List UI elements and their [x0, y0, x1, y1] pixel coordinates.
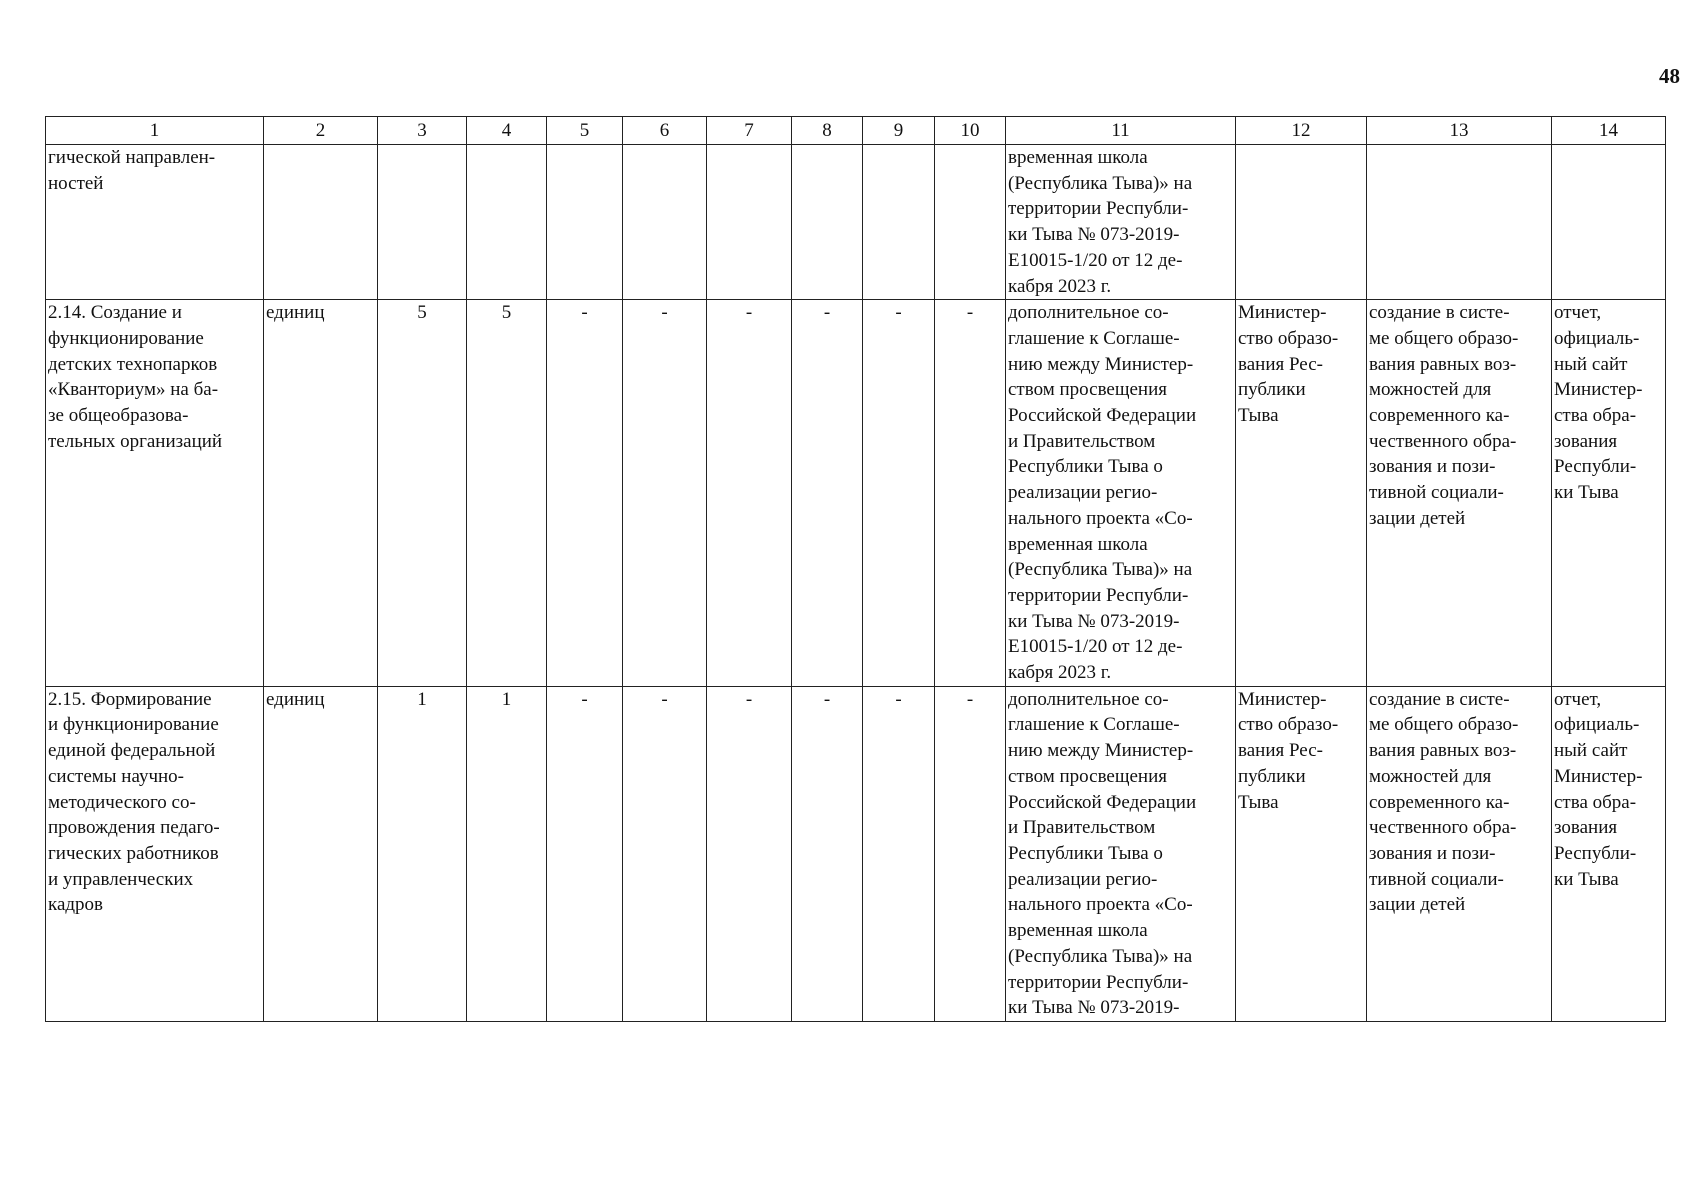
- value-cell: -: [935, 686, 1006, 1021]
- value-cell: -: [623, 686, 707, 1021]
- report-cell: [1552, 145, 1666, 300]
- column-header: 12: [1236, 117, 1367, 145]
- value-cell: [792, 145, 863, 300]
- column-header: 9: [863, 117, 935, 145]
- activity-name-cell: 2.14. Создание и функционирование детских технопарков «Кванториум» на ба- зе общеобразова- тельных организаций: [46, 300, 264, 687]
- value-cell: 5: [467, 300, 547, 687]
- column-header: 8: [792, 117, 863, 145]
- column-header: 11: [1006, 117, 1236, 145]
- column-header: 3: [378, 117, 467, 145]
- value-cell: [623, 145, 707, 300]
- header-row: [46, 117, 1666, 145]
- column-header: 1: [46, 117, 264, 145]
- column-header: 4: [467, 117, 547, 145]
- value-cell: 1: [467, 686, 547, 1021]
- value-cell: [378, 145, 467, 300]
- table-row: [46, 686, 1666, 1021]
- value-cell: -: [935, 300, 1006, 687]
- column-header: 5: [547, 117, 623, 145]
- unit-cell: [264, 145, 378, 300]
- result-cell: создание в систе- ме общего образо- вания равных воз- можностей для современного ка- чественного обра- зования и пози- тивной социали- зации детей: [1367, 300, 1552, 687]
- activity-name-cell: гической направлен- ностей: [46, 145, 264, 300]
- responsible-cell: Министер- ство образо- вания Рес- публики Тыва: [1236, 686, 1367, 1021]
- report-cell: отчет, официаль- ный сайт Министер- ства обра- зования Республи- ки Тыва: [1552, 686, 1666, 1021]
- activity-name-cell: 2.15. Формирование и функционирование единой федеральной системы научно- методического со- провождения педаго- гических работников и управленческих кадров: [46, 686, 264, 1021]
- basis-document-cell: дополнительное со- глашение к Соглаше- нию между Министер- ством просвещения Российской Федерации и Правительством Республики Тыва о реализации регио- нального проекта «Со- временная школа (Республика Тыва)» на территории Республи- ки Тыва № 073-2019- Е10015-1/20 от 12 де- кабря 2023 г.: [1006, 300, 1236, 687]
- column-header: 14: [1552, 117, 1666, 145]
- column-header: 13: [1367, 117, 1552, 145]
- basis-document-cell: дополнительное со- глашение к Соглаше- нию между Министер- ством просвещения Российской Федерации и Правительством Республики Тыва о реализации регио- нального проекта «Со- временная школа (Республика Тыва)» на территории Республи- ки Тыва № 073-2019-: [1006, 686, 1236, 1021]
- basis-document-cell: временная школа (Республика Тыва)» на территории Республи- ки Тыва № 073-2019- Е10015-1/20 от 12 де- кабря 2023 г.: [1006, 145, 1236, 300]
- value-cell: -: [623, 300, 707, 687]
- value-cell: 5: [378, 300, 467, 687]
- value-cell: -: [547, 300, 623, 687]
- value-cell: [935, 145, 1006, 300]
- responsible-cell: [1236, 145, 1367, 300]
- unit-cell: единиц: [264, 686, 378, 1021]
- unit-cell: единиц: [264, 300, 378, 687]
- value-cell: [863, 145, 935, 300]
- table-row: [46, 300, 1666, 687]
- table-row: [46, 145, 1666, 300]
- value-cell: -: [863, 300, 935, 687]
- report-cell: отчет, официаль- ный сайт Министер- ства обра- зования Республи- ки Тыва: [1552, 300, 1666, 687]
- value-cell: -: [792, 300, 863, 687]
- column-header: 6: [623, 117, 707, 145]
- value-cell: [467, 145, 547, 300]
- value-cell: [547, 145, 623, 300]
- value-cell: -: [707, 300, 792, 687]
- value-cell: 1: [378, 686, 467, 1021]
- data-table: [45, 116, 1666, 1022]
- responsible-cell: Министер- ство образо- вания Рес- публики Тыва: [1236, 300, 1367, 687]
- column-header: 7: [707, 117, 792, 145]
- value-cell: [707, 145, 792, 300]
- value-cell: -: [707, 686, 792, 1021]
- value-cell: -: [792, 686, 863, 1021]
- value-cell: -: [547, 686, 623, 1021]
- result-cell: создание в систе- ме общего образо- вания равных воз- можностей для современного ка- чественного обра- зования и пози- тивной социали- зации детей: [1367, 686, 1552, 1021]
- column-header: 10: [935, 117, 1006, 145]
- column-header: 2: [264, 117, 378, 145]
- page-number: 48: [1659, 64, 1680, 88]
- value-cell: -: [863, 686, 935, 1021]
- result-cell: [1367, 145, 1552, 300]
